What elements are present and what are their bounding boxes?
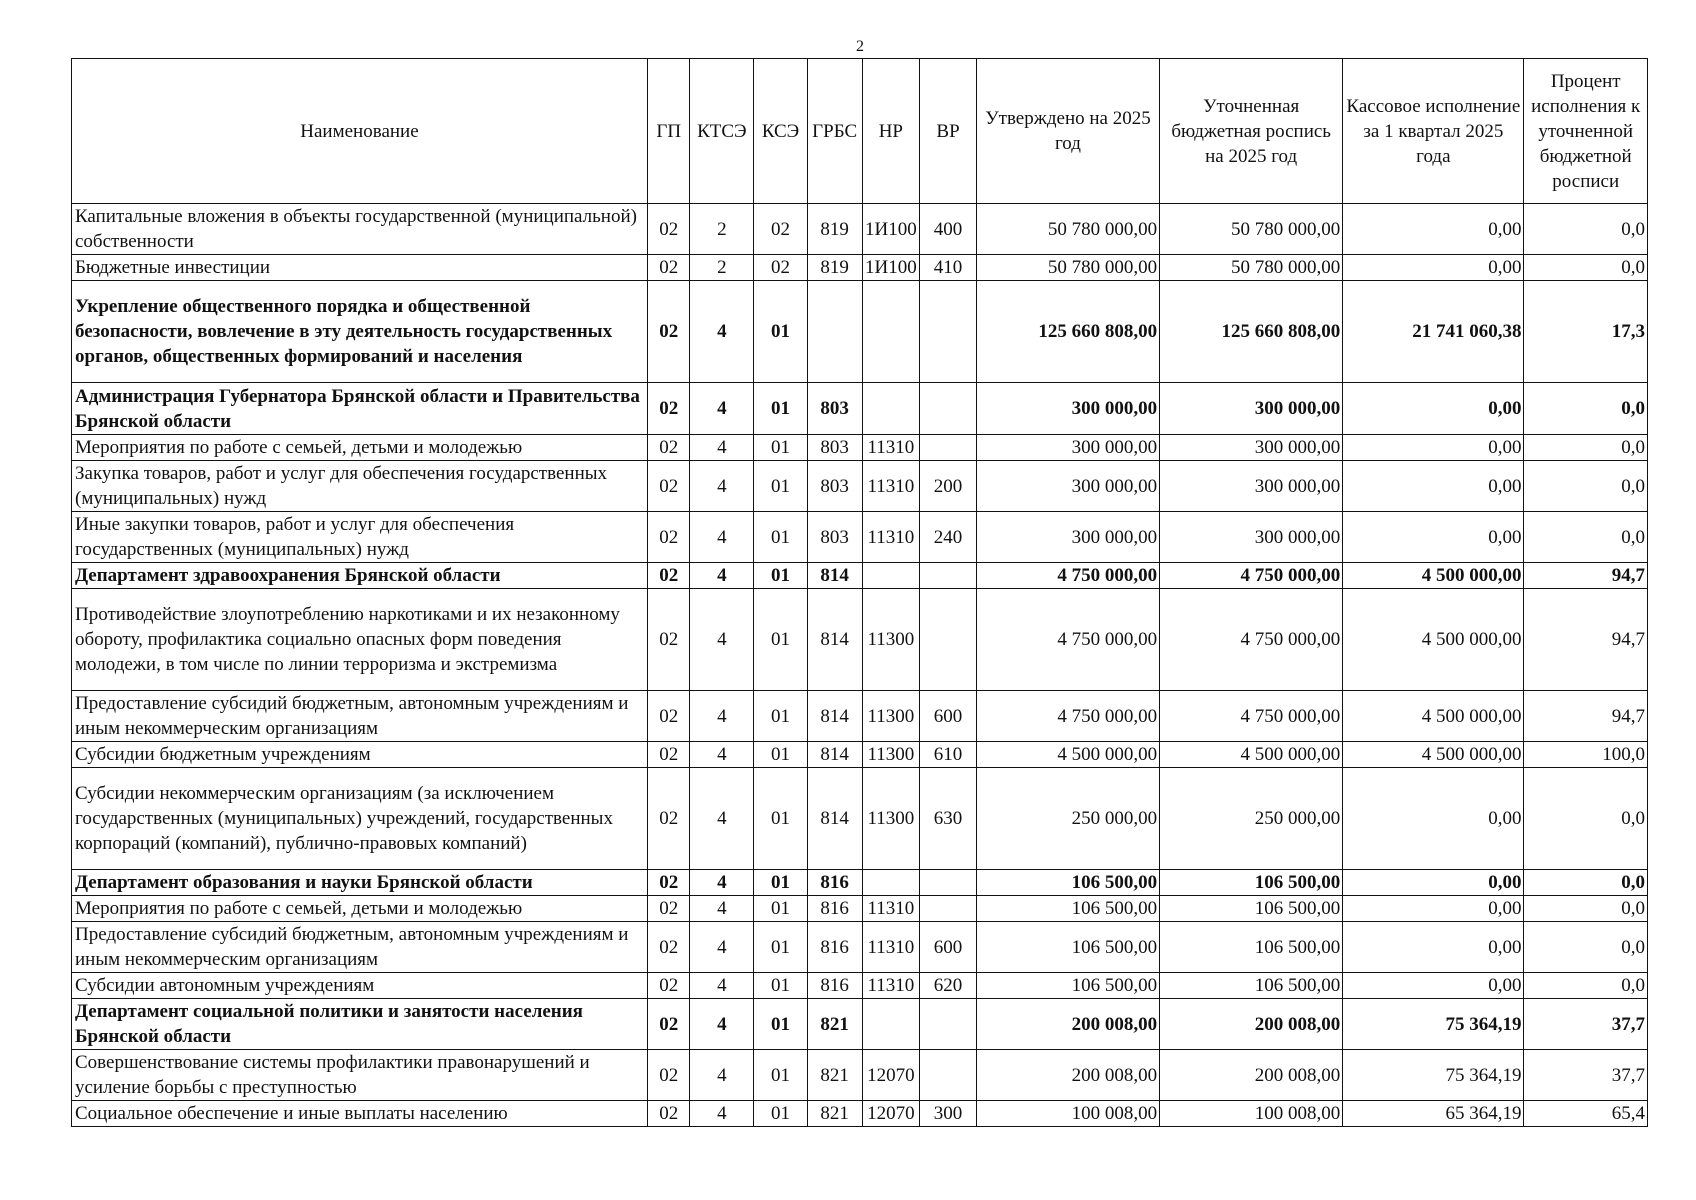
cell-nr bbox=[862, 383, 920, 435]
cell-kse: 01 bbox=[754, 896, 808, 922]
cell-kse: 01 bbox=[754, 435, 808, 461]
cell-kse: 01 bbox=[754, 1050, 808, 1101]
cell-gp: 02 bbox=[647, 896, 690, 922]
cell-refined: 300 000,00 bbox=[1160, 512, 1343, 563]
header-percent: Процент исполнения к уточненной бюджетной росписи bbox=[1524, 59, 1648, 204]
table-row bbox=[72, 589, 1648, 691]
cell-name: Администрация Губернатора Брянской области и Правительства Брянской области bbox=[72, 383, 648, 435]
cell-vr: 630 bbox=[920, 768, 977, 870]
cell-approved: 50 780 000,00 bbox=[976, 255, 1159, 281]
cell-name: Совершенствование системы профилактики правонарушений и усиление борьбы с преступностью bbox=[72, 1050, 648, 1101]
cell-percent: 94,7 bbox=[1524, 691, 1648, 742]
cell-approved: 106 500,00 bbox=[976, 922, 1159, 973]
table-row bbox=[72, 768, 1648, 870]
cell-ktse: 4 bbox=[690, 461, 754, 512]
cell-nr bbox=[862, 563, 920, 589]
cell-approved: 106 500,00 bbox=[976, 896, 1159, 922]
cell-percent: 0,0 bbox=[1524, 512, 1648, 563]
header-nr: НР bbox=[862, 59, 920, 204]
cell-kse: 01 bbox=[754, 563, 808, 589]
header-approved: Утверждено на 2025 год bbox=[976, 59, 1159, 204]
header-ktse: КТСЭ bbox=[690, 59, 754, 204]
cell-vr bbox=[920, 589, 977, 691]
cell-cash: 75 364,19 bbox=[1343, 1050, 1524, 1101]
cell-nr: 11310 bbox=[862, 512, 920, 563]
cell-approved: 200 008,00 bbox=[976, 1050, 1159, 1101]
cell-ktse: 2 bbox=[690, 255, 754, 281]
cell-grbs: 803 bbox=[807, 383, 862, 435]
cell-name: Субсидии бюджетным учреждениям bbox=[72, 742, 648, 768]
cell-name: Иные закупки товаров, работ и услуг для обеспечения государственных (муниципальных) нужд bbox=[72, 512, 648, 563]
cell-ktse: 4 bbox=[690, 563, 754, 589]
cell-approved: 200 008,00 bbox=[976, 999, 1159, 1050]
cell-gp: 02 bbox=[647, 281, 690, 383]
table-row-section bbox=[72, 999, 1648, 1050]
cell-percent: 0,0 bbox=[1524, 896, 1648, 922]
table-row-section bbox=[72, 870, 1648, 896]
cell-kse: 01 bbox=[754, 742, 808, 768]
cell-ktse: 4 bbox=[690, 512, 754, 563]
cell-approved: 300 000,00 bbox=[976, 512, 1159, 563]
cell-cash: 0,00 bbox=[1343, 922, 1524, 973]
cell-name: Противодействие злоупотреблению наркотиками и их незаконному обороту, профилактика социально опасных форм поведения молодежи, в том числе по линии терроризма и экстремизма bbox=[72, 589, 648, 691]
cell-refined: 300 000,00 bbox=[1160, 383, 1343, 435]
cell-cash: 0,00 bbox=[1343, 435, 1524, 461]
cell-kse: 01 bbox=[754, 512, 808, 563]
cell-grbs: 819 bbox=[807, 204, 862, 255]
cell-refined: 106 500,00 bbox=[1160, 973, 1343, 999]
cell-ktse: 4 bbox=[690, 999, 754, 1050]
cell-cash: 4 500 000,00 bbox=[1343, 563, 1524, 589]
cell-gp: 02 bbox=[647, 563, 690, 589]
cell-gp: 02 bbox=[647, 870, 690, 896]
table-row bbox=[72, 691, 1648, 742]
cell-gp: 02 bbox=[647, 1050, 690, 1101]
cell-ktse: 4 bbox=[690, 870, 754, 896]
cell-kse: 01 bbox=[754, 461, 808, 512]
cell-kse: 01 bbox=[754, 999, 808, 1050]
cell-name: Субсидии некоммерческим организациям (за исключением государственных (муниципальных) учреждений, государственных корпораций (компаний), публично-правовых компаний) bbox=[72, 768, 648, 870]
cell-gp: 02 bbox=[647, 922, 690, 973]
cell-gp: 02 bbox=[647, 383, 690, 435]
cell-cash: 0,00 bbox=[1343, 870, 1524, 896]
cell-name: Департамент образования и науки Брянской области bbox=[72, 870, 648, 896]
cell-name: Социальное обеспечение и иные выплаты населению bbox=[72, 1101, 648, 1127]
cell-refined: 50 780 000,00 bbox=[1160, 204, 1343, 255]
cell-ktse: 4 bbox=[690, 383, 754, 435]
cell-kse: 01 bbox=[754, 383, 808, 435]
budget-execution-table bbox=[71, 58, 1648, 1127]
cell-name: Предоставление субсидий бюджетным, автономным учреждениям и иным некоммерческим организациям bbox=[72, 922, 648, 973]
cell-nr: 11310 bbox=[862, 435, 920, 461]
cell-nr: 11300 bbox=[862, 768, 920, 870]
cell-refined: 200 008,00 bbox=[1160, 999, 1343, 1050]
cell-refined: 300 000,00 bbox=[1160, 461, 1343, 512]
cell-name: Укрепление общественного порядка и общественной безопасности, вовлечение в эту деятельность государственных органов, общественных формирований и населения bbox=[72, 281, 648, 383]
cell-kse: 01 bbox=[754, 922, 808, 973]
header-vr: ВР bbox=[920, 59, 977, 204]
table-row bbox=[72, 255, 1648, 281]
cell-nr: 11300 bbox=[862, 589, 920, 691]
cell-ktse: 4 bbox=[690, 1101, 754, 1127]
cell-cash: 0,00 bbox=[1343, 383, 1524, 435]
cell-cash: 75 364,19 bbox=[1343, 999, 1524, 1050]
cell-grbs: 816 bbox=[807, 896, 862, 922]
cell-grbs: 814 bbox=[807, 768, 862, 870]
cell-gp: 02 bbox=[647, 1101, 690, 1127]
table-row bbox=[72, 922, 1648, 973]
cell-gp: 02 bbox=[647, 999, 690, 1050]
table-row bbox=[72, 896, 1648, 922]
cell-percent: 17,3 bbox=[1524, 281, 1648, 383]
cell-name: Департамент здравоохранения Брянской области bbox=[72, 563, 648, 589]
cell-grbs: 816 bbox=[807, 922, 862, 973]
cell-grbs: 814 bbox=[807, 589, 862, 691]
cell-nr: 11300 bbox=[862, 742, 920, 768]
cell-gp: 02 bbox=[647, 512, 690, 563]
cell-vr: 240 bbox=[920, 512, 977, 563]
cell-cash: 0,00 bbox=[1343, 461, 1524, 512]
cell-approved: 106 500,00 bbox=[976, 973, 1159, 999]
cell-percent: 0,0 bbox=[1524, 768, 1648, 870]
cell-refined: 300 000,00 bbox=[1160, 435, 1343, 461]
cell-percent: 37,7 bbox=[1524, 1050, 1648, 1101]
cell-nr: 12070 bbox=[862, 1050, 920, 1101]
cell-nr: 11310 bbox=[862, 896, 920, 922]
cell-grbs: 819 bbox=[807, 255, 862, 281]
cell-refined: 50 780 000,00 bbox=[1160, 255, 1343, 281]
cell-nr bbox=[862, 281, 920, 383]
cell-nr bbox=[862, 999, 920, 1050]
cell-cash: 0,00 bbox=[1343, 896, 1524, 922]
cell-ktse: 4 bbox=[690, 281, 754, 383]
header-grbs: ГРБС bbox=[807, 59, 862, 204]
cell-ktse: 2 bbox=[690, 204, 754, 255]
cell-refined: 250 000,00 bbox=[1160, 768, 1343, 870]
cell-name: Бюджетные инвестиции bbox=[72, 255, 648, 281]
cell-grbs: 803 bbox=[807, 512, 862, 563]
cell-vr bbox=[920, 435, 977, 461]
cell-gp: 02 bbox=[647, 742, 690, 768]
cell-grbs: 816 bbox=[807, 870, 862, 896]
cell-grbs: 803 bbox=[807, 461, 862, 512]
cell-percent: 0,0 bbox=[1524, 204, 1648, 255]
table-row bbox=[72, 512, 1648, 563]
cell-gp: 02 bbox=[647, 691, 690, 742]
table-row-section bbox=[72, 281, 1648, 383]
cell-approved: 125 660 808,00 bbox=[976, 281, 1159, 383]
cell-refined: 106 500,00 bbox=[1160, 870, 1343, 896]
cell-vr: 410 bbox=[920, 255, 977, 281]
cell-percent: 94,7 bbox=[1524, 589, 1648, 691]
cell-ktse: 4 bbox=[690, 435, 754, 461]
cell-ktse: 4 bbox=[690, 742, 754, 768]
cell-refined: 4 500 000,00 bbox=[1160, 742, 1343, 768]
cell-ktse: 4 bbox=[690, 691, 754, 742]
table-row bbox=[72, 1101, 1648, 1127]
cell-nr: 1И100 bbox=[862, 255, 920, 281]
cell-percent: 37,7 bbox=[1524, 999, 1648, 1050]
header-name: Наименование bbox=[72, 59, 648, 204]
cell-refined: 100 008,00 bbox=[1160, 1101, 1343, 1127]
cell-name: Предоставление субсидий бюджетным, автономным учреждениям и иным некоммерческим организациям bbox=[72, 691, 648, 742]
cell-ktse: 4 bbox=[690, 973, 754, 999]
cell-vr bbox=[920, 896, 977, 922]
cell-vr bbox=[920, 563, 977, 589]
cell-approved: 4 750 000,00 bbox=[976, 563, 1159, 589]
cell-gp: 02 bbox=[647, 204, 690, 255]
cell-nr: 11310 bbox=[862, 922, 920, 973]
cell-percent: 0,0 bbox=[1524, 383, 1648, 435]
table-row bbox=[72, 742, 1648, 768]
cell-cash: 4 500 000,00 bbox=[1343, 589, 1524, 691]
cell-refined: 4 750 000,00 bbox=[1160, 589, 1343, 691]
cell-approved: 300 000,00 bbox=[976, 461, 1159, 512]
cell-vr: 200 bbox=[920, 461, 977, 512]
cell-ktse: 4 bbox=[690, 768, 754, 870]
table-row bbox=[72, 204, 1648, 255]
header-refined: Уточненная бюджетная роспись на 2025 год bbox=[1160, 59, 1343, 204]
cell-nr bbox=[862, 870, 920, 896]
cell-refined: 4 750 000,00 bbox=[1160, 563, 1343, 589]
cell-ktse: 4 bbox=[690, 589, 754, 691]
cell-vr bbox=[920, 1050, 977, 1101]
cell-approved: 106 500,00 bbox=[976, 870, 1159, 896]
cell-percent: 0,0 bbox=[1524, 922, 1648, 973]
cell-grbs: 821 bbox=[807, 1050, 862, 1101]
cell-refined: 106 500,00 bbox=[1160, 922, 1343, 973]
cell-grbs: 814 bbox=[807, 742, 862, 768]
cell-refined: 125 660 808,00 bbox=[1160, 281, 1343, 383]
cell-name: Капитальные вложения в объекты государственной (муниципальной) собственности bbox=[72, 204, 648, 255]
cell-kse: 01 bbox=[754, 691, 808, 742]
cell-approved: 300 000,00 bbox=[976, 383, 1159, 435]
cell-kse: 02 bbox=[754, 255, 808, 281]
table-row-section bbox=[72, 563, 1648, 589]
table-row bbox=[72, 973, 1648, 999]
cell-nr: 11310 bbox=[862, 973, 920, 999]
cell-ktse: 4 bbox=[690, 896, 754, 922]
cell-vr: 400 bbox=[920, 204, 977, 255]
cell-percent: 0,0 bbox=[1524, 435, 1648, 461]
cell-approved: 300 000,00 bbox=[976, 435, 1159, 461]
cell-kse: 01 bbox=[754, 281, 808, 383]
cell-cash: 0,00 bbox=[1343, 204, 1524, 255]
cell-kse: 02 bbox=[754, 204, 808, 255]
cell-vr: 600 bbox=[920, 922, 977, 973]
cell-cash: 0,00 bbox=[1343, 768, 1524, 870]
cell-percent: 65,4 bbox=[1524, 1101, 1648, 1127]
cell-percent: 100,0 bbox=[1524, 742, 1648, 768]
cell-grbs: 816 bbox=[807, 973, 862, 999]
cell-approved: 100 008,00 bbox=[976, 1101, 1159, 1127]
cell-grbs: 814 bbox=[807, 563, 862, 589]
cell-gp: 02 bbox=[647, 768, 690, 870]
header-gp: ГП bbox=[647, 59, 690, 204]
cell-kse: 01 bbox=[754, 589, 808, 691]
cell-vr bbox=[920, 870, 977, 896]
cell-kse: 01 bbox=[754, 768, 808, 870]
cell-kse: 01 bbox=[754, 973, 808, 999]
cell-approved: 4 500 000,00 bbox=[976, 742, 1159, 768]
cell-percent: 0,0 bbox=[1524, 973, 1648, 999]
table-row bbox=[72, 461, 1648, 512]
cell-approved: 250 000,00 bbox=[976, 768, 1159, 870]
cell-cash: 4 500 000,00 bbox=[1343, 691, 1524, 742]
table-row bbox=[72, 435, 1648, 461]
cell-percent: 0,0 bbox=[1524, 255, 1648, 281]
cell-vr bbox=[920, 281, 977, 383]
cell-grbs: 821 bbox=[807, 1101, 862, 1127]
cell-vr bbox=[920, 383, 977, 435]
cell-vr: 610 bbox=[920, 742, 977, 768]
cell-cash: 65 364,19 bbox=[1343, 1101, 1524, 1127]
cell-ktse: 4 bbox=[690, 922, 754, 973]
cell-vr: 620 bbox=[920, 973, 977, 999]
cell-nr: 11310 bbox=[862, 461, 920, 512]
table-row-section bbox=[72, 383, 1648, 435]
cell-vr: 600 bbox=[920, 691, 977, 742]
cell-cash: 0,00 bbox=[1343, 973, 1524, 999]
cell-kse: 01 bbox=[754, 870, 808, 896]
cell-vr: 300 bbox=[920, 1101, 977, 1127]
cell-name: Мероприятия по работе с семьей, детьми и молодежью bbox=[72, 435, 648, 461]
cell-cash: 0,00 bbox=[1343, 512, 1524, 563]
cell-approved: 50 780 000,00 bbox=[976, 204, 1159, 255]
table-row bbox=[72, 1050, 1648, 1101]
cell-approved: 4 750 000,00 bbox=[976, 691, 1159, 742]
cell-name: Закупка товаров, работ и услуг для обеспечения государственных (муниципальных) нужд bbox=[72, 461, 648, 512]
cell-name: Мероприятия по работе с семьей, детьми и молодежью bbox=[72, 896, 648, 922]
cell-cash: 0,00 bbox=[1343, 255, 1524, 281]
cell-nr: 1И100 bbox=[862, 204, 920, 255]
cell-gp: 02 bbox=[647, 255, 690, 281]
cell-refined: 4 750 000,00 bbox=[1160, 691, 1343, 742]
cell-nr: 11300 bbox=[862, 691, 920, 742]
cell-gp: 02 bbox=[647, 461, 690, 512]
cell-cash: 4 500 000,00 bbox=[1343, 742, 1524, 768]
header-kse: КСЭ bbox=[754, 59, 808, 204]
cell-nr: 12070 bbox=[862, 1101, 920, 1127]
cell-percent: 94,7 bbox=[1524, 563, 1648, 589]
cell-vr bbox=[920, 999, 977, 1050]
cell-gp: 02 bbox=[647, 435, 690, 461]
cell-ktse: 4 bbox=[690, 1050, 754, 1101]
cell-gp: 02 bbox=[647, 973, 690, 999]
cell-grbs: 814 bbox=[807, 691, 862, 742]
cell-cash: 21 741 060,38 bbox=[1343, 281, 1524, 383]
header-cash: Кассовое исполнение за 1 квартал 2025 года bbox=[1343, 59, 1524, 204]
cell-approved: 4 750 000,00 bbox=[976, 589, 1159, 691]
cell-grbs: 803 bbox=[807, 435, 862, 461]
cell-name: Департамент социальной политики и занятости населения Брянской области bbox=[72, 999, 648, 1050]
cell-refined: 200 008,00 bbox=[1160, 1050, 1343, 1101]
cell-kse: 01 bbox=[754, 1101, 808, 1127]
cell-grbs bbox=[807, 281, 862, 383]
cell-gp: 02 bbox=[647, 589, 690, 691]
cell-percent: 0,0 bbox=[1524, 870, 1648, 896]
cell-grbs: 821 bbox=[807, 999, 862, 1050]
page-number: 2 bbox=[856, 38, 864, 55]
header-row bbox=[72, 59, 1648, 204]
cell-percent: 0,0 bbox=[1524, 461, 1648, 512]
cell-name: Субсидии автономным учреждениям bbox=[72, 973, 648, 999]
cell-refined: 106 500,00 bbox=[1160, 896, 1343, 922]
